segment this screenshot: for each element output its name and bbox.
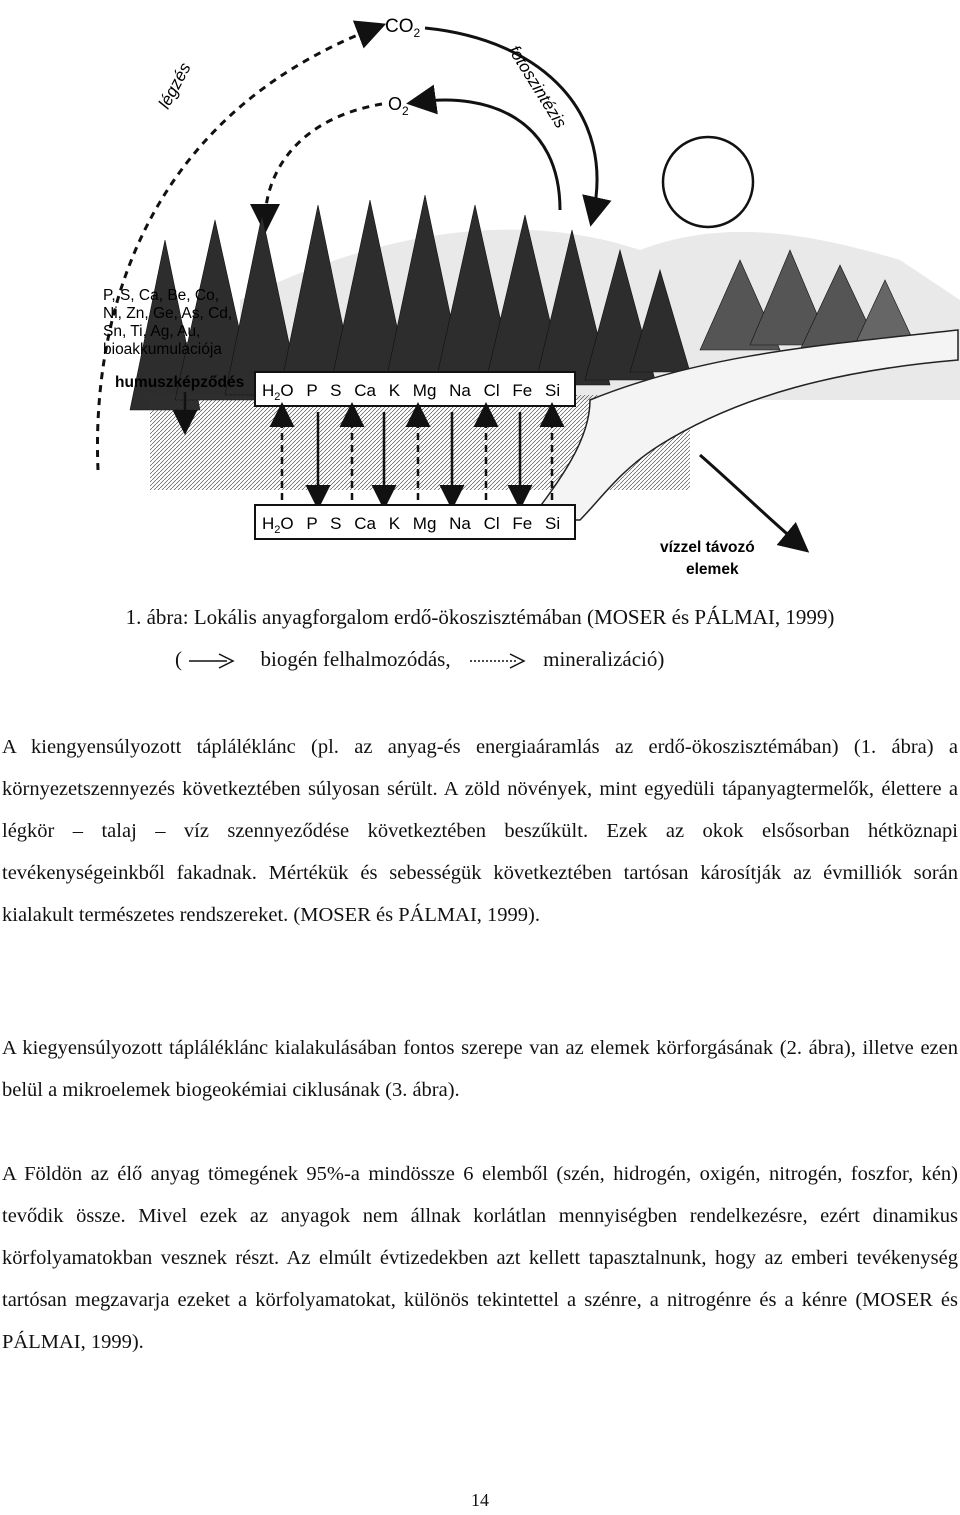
paragraph-3: A Földön az élő anyag tömegének 95%-a mindössze 6 elemből (szén, hidrogén, oxigén, nitrogén, foszfor, kén) tevődik össze. Mivel ezek az anyagok nem állnak korlátlan mennyiségben rendelkezésre, ezért dinamikus körfolyamatokban vesznek részt. Az elmúlt évtizedekben azt kellett tapasztalnunk, hogy az emberi tevékenység tartósan megzavarja ezeket a körfolyamatokat, különös tekintettel a szénre, a nitrogénre és a kénre (MOSER és PÁLMAI, 1999).: [2, 1163, 958, 1353]
paragraph-1: A kiengyensúlyozott tápláléklánc (pl. az anyag-és energiaáramlás az erdő-ökoszisztémában) (1. ábra) a környezetszennyezés következtében súlyosan sérült. A zöld növények, mint egyedüli tápanyagtermelők, élettere a légkör – talaj – víz szennyeződése következtében beszűkült. Ezek az okok elsősorban hétköznapi tevékenységeinkből fakadnak. Mértékük és sebességük következtében tartósan károsítják az évmilliók során kialakult természetes rendszereket. (MOSER és PÁLMAI, 1999).: [2, 736, 958, 926]
o2-uptake-arrow: [265, 104, 382, 222]
page-number: 14: [471, 1490, 489, 1510]
fotoszintezis-label: fotoszintézis: [504, 42, 571, 132]
o2-release-arrow: [418, 100, 560, 210]
vizzel-label-2: elemek: [686, 561, 739, 578]
figure-caption: 1. ábra: Lokális anyagforgalom erdő-ökoszisztémában (MOSER és PÁLMAI, 1999): [125, 605, 835, 629]
figure-illustration: [0, 0, 960, 590]
legend-mineral: mineralizáció): [543, 647, 665, 671]
figure-caption-legend: [175, 647, 664, 672]
legzes-label: légzés: [154, 59, 195, 112]
o2-label: $O_2$: [388, 94, 409, 118]
sun-icon: [663, 137, 753, 227]
water-leaving-arrow: [700, 455, 800, 545]
legend-biogen: biogén felhalmozódás,: [260, 647, 451, 671]
paragraph-2: A kiegyensúlyozott tápláléklánc kialakulásában fontos szerepe van az elemek körforgásának (2. ábra), illetve ezen belül a mikroelemek biogeokémiai ciklusának (3. ábra).: [2, 1037, 958, 1101]
elements-top: $H_2O$ P S Ca K Mg Na Cl Fe Si: [262, 381, 561, 403]
bioaccum-line-3: Sn, Ti, Ag, Au,: [103, 323, 201, 340]
dotted-arrow-icon: [468, 652, 528, 670]
elements-bottom: $H_2O$ P S Ca K Mg Na Cl Fe Si: [262, 514, 561, 536]
bioaccum-line-1: P, S, Ca, Be, Co,: [103, 287, 220, 304]
solid-arrow-icon: [187, 652, 237, 670]
bioaccum-line-4: bioakkumulációja: [103, 341, 222, 358]
forest-ecosystem-figure: [0, 0, 960, 590]
bioaccum-line-2: Ni, Zn, Ge, As, Cd,: [103, 305, 233, 322]
co2-label: $CO_2$: [385, 16, 421, 40]
humusz-label: humuszképződés: [115, 374, 245, 391]
legend-open-paren: (: [175, 647, 182, 671]
vizzel-label-1: vízzel távozó: [660, 539, 755, 556]
